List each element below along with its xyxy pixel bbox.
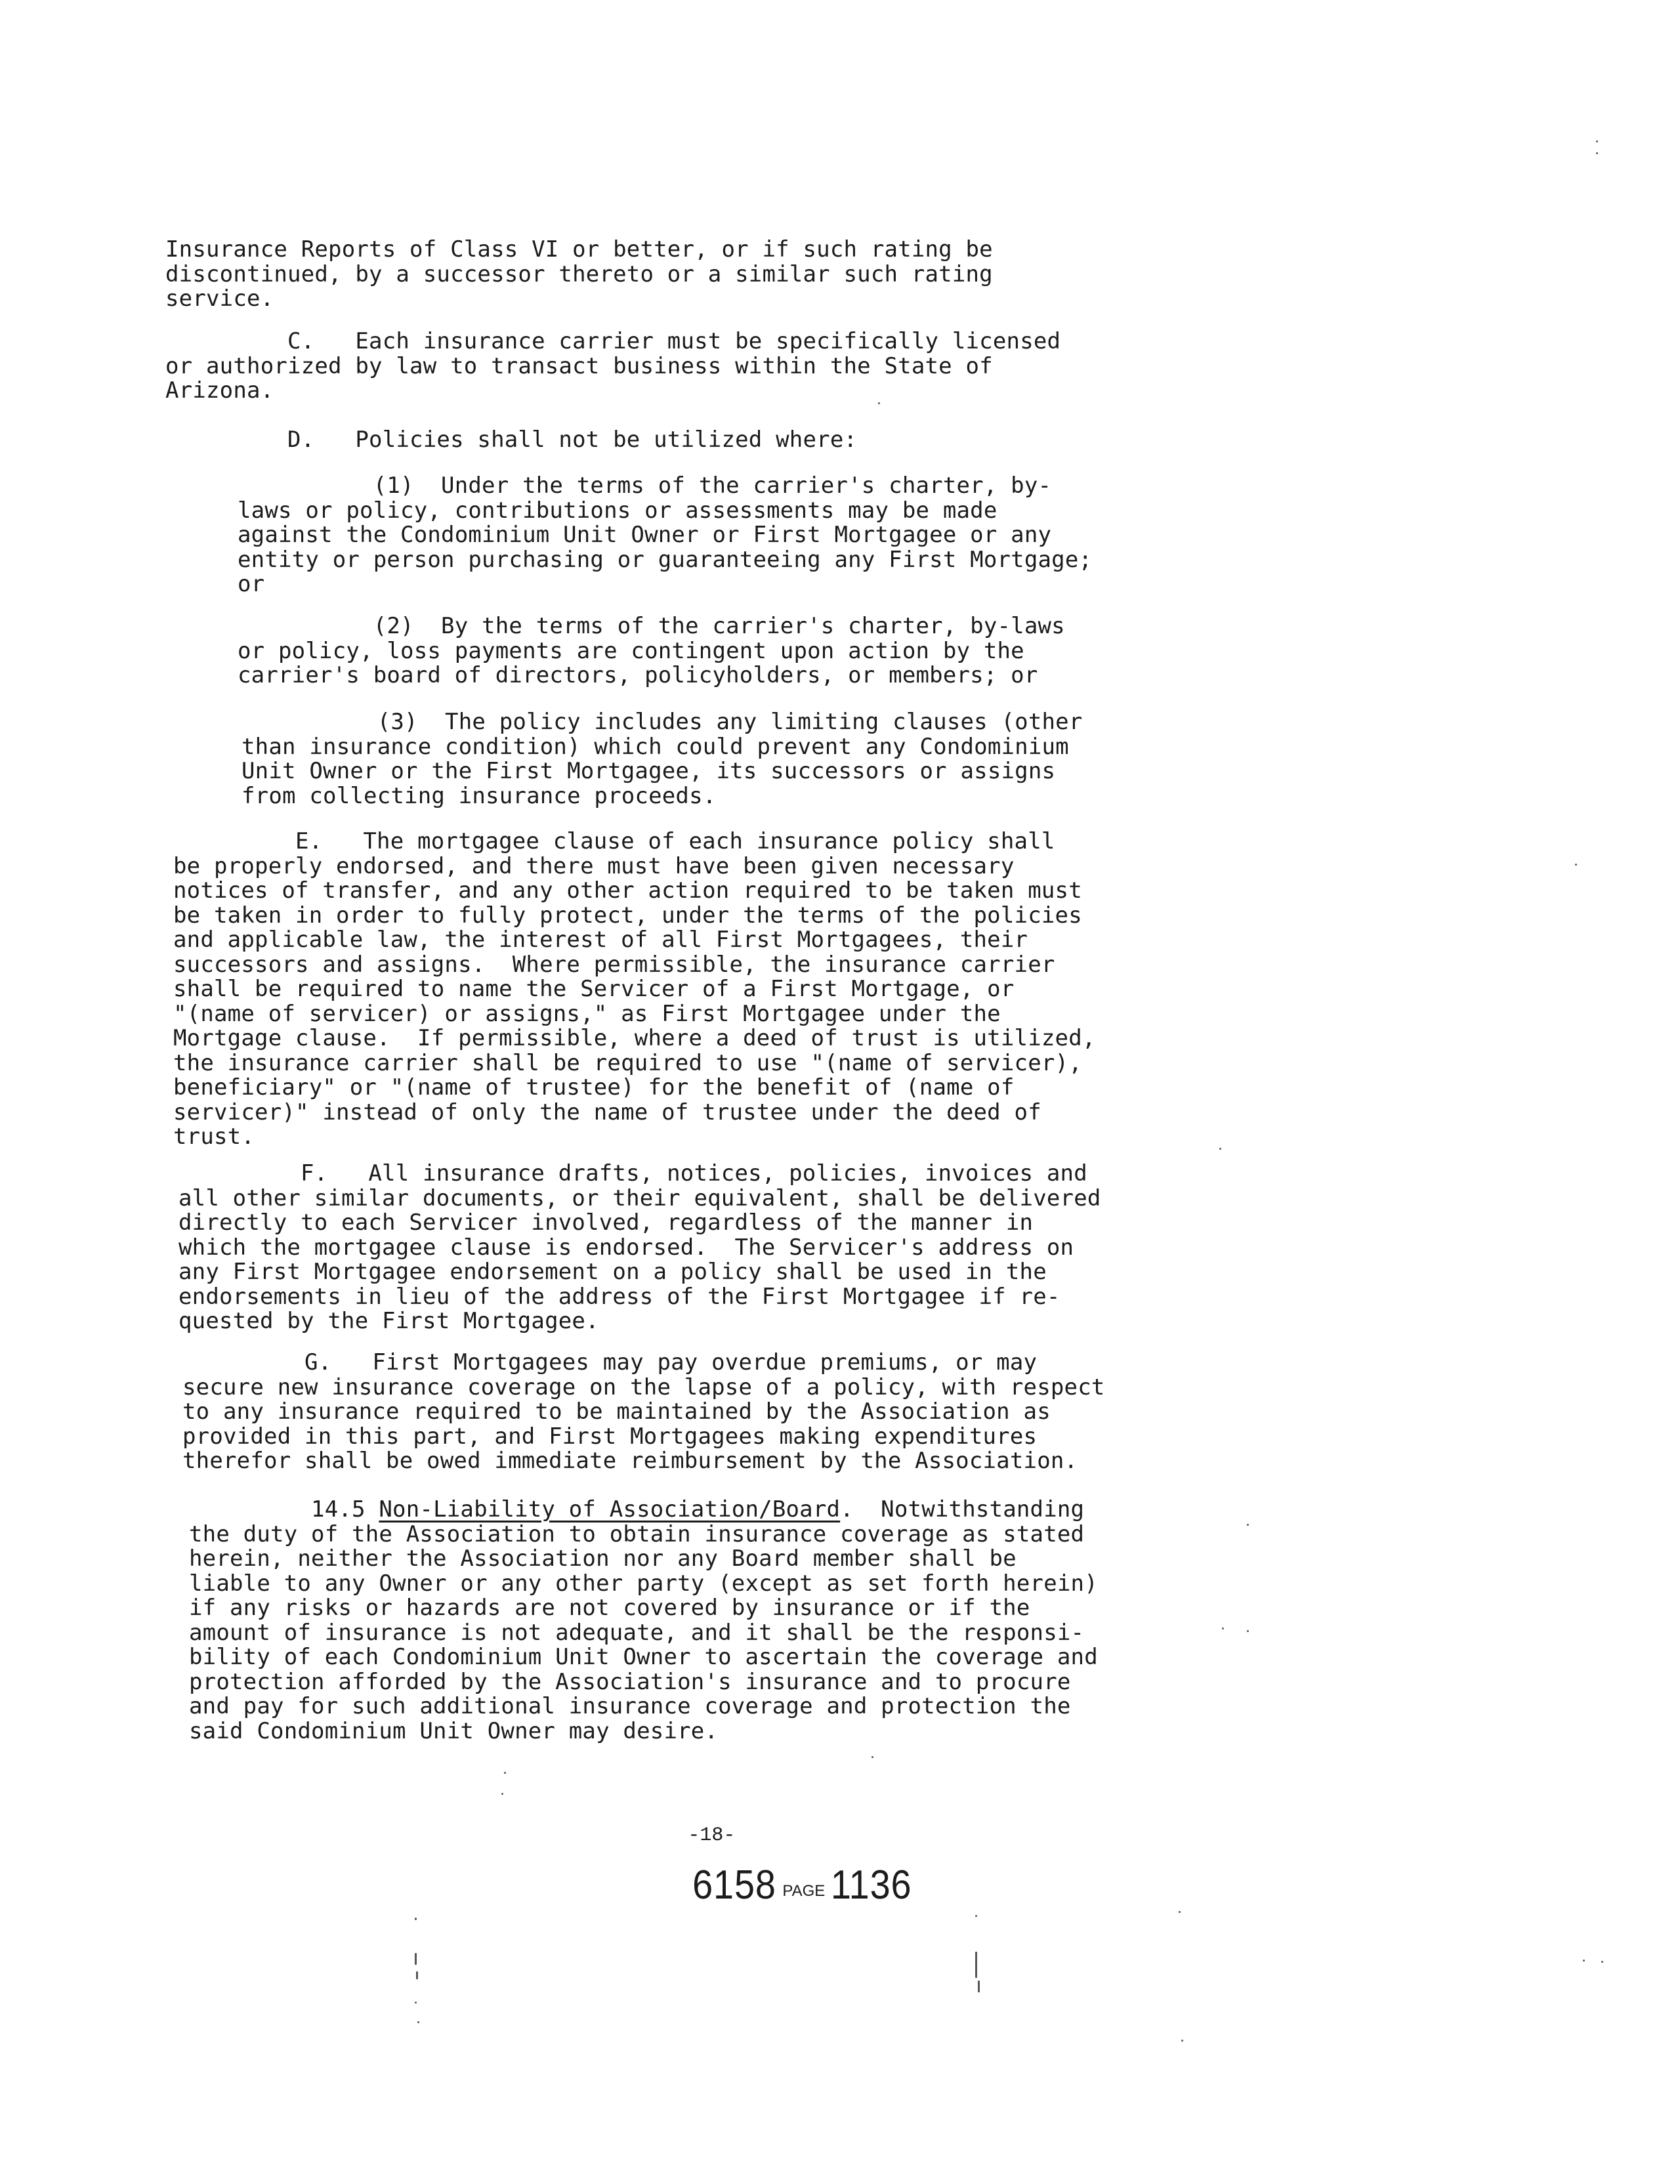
scan-artifact bbox=[878, 402, 880, 404]
paragraph-d-2: (2) By the terms of the carrier's charter, by-laws or policy, loss payments are contingent upon action by the carrier's board of directors, policyholders, or members; or bbox=[238, 613, 1065, 688]
scan-artifact bbox=[501, 1793, 503, 1795]
scan-artifact bbox=[1596, 140, 1598, 142]
paragraph-c: C. Each insurance carrier must be specifically licensed or authorized by law to transact business within the State of Arizona. bbox=[165, 328, 1061, 404]
scan-artifact bbox=[1247, 1524, 1249, 1526]
recording-book-number: 6158 bbox=[692, 1862, 777, 1908]
page-footer bbox=[663, 1813, 917, 1920]
paragraph-d: D. Policies shall not be utilized where: bbox=[165, 427, 858, 453]
scan-artifact bbox=[1583, 1960, 1585, 1962]
scan-artifact bbox=[1596, 152, 1598, 154]
paragraph-intro: Insurance Reports of Class VI or better, or if such rating be discontinued, by a successor thereto or a similar such rating service. bbox=[165, 236, 993, 312]
scan-artifact bbox=[1601, 1961, 1603, 1963]
scan-artifact bbox=[872, 1756, 873, 1758]
scan-artifact bbox=[1222, 1628, 1224, 1629]
scan-artifact bbox=[504, 1772, 506, 1774]
scan-artifact bbox=[1219, 1148, 1221, 1150]
scan-artifact bbox=[1247, 1630, 1249, 1632]
scan-artifact bbox=[1181, 2040, 1183, 2042]
recording-page-label: PAGE bbox=[782, 1882, 826, 1900]
scan-artifact bbox=[415, 2002, 417, 2004]
paragraph-f: F. All insurance drafts, notices, policies, invoices and all other similar documents, or their equivalent, shall be delivered directly to each Servicer involved, regardless of the manner in which the mortgagee clause is endorsed. The Servicer's address on any First Mortgagee endorsement on a policy shall be used in the endorsements in lieu of the address of the First Mortgagee if re- quested by the First Mortgagee. bbox=[178, 1160, 1101, 1334]
section-14-5-heading: Non-Liability of Association/Board bbox=[379, 1496, 841, 1522]
paragraph-g: G. First Mortgagees may pay overdue premiums, or may secure new insurance coverage on the lapse of a policy, with respect to any insurance required to be maintained by the Association as provided in this part, and First Mortgagees making expenditures therefor shall be owed immediate reimbursement by the Association. bbox=[182, 1349, 1105, 1474]
scan-artifact bbox=[1575, 864, 1577, 866]
scan-artifact bbox=[415, 1918, 417, 1920]
scan-artifact bbox=[975, 1952, 977, 1978]
scan-artifact bbox=[975, 1915, 977, 1917]
recording-page-number: 1136 bbox=[831, 1862, 912, 1908]
paragraph-e: E. The mortgagee clause of each insurance policy shall be properly endorsed, and there must have been given necessary notices of transfer, and any other action required to be taken must be taken in order to fully protect, under the terms of the policies and applicable law, the interest of all First Mortgagees, their successors and assigns. Where permissible, the insurance carrier shall be required to name the Servicer of a First Mortgage, or "(name of servicer) or assigns," as First Mortgagee under the Mortgage clause. If permissible, where a deed of trust is utilized, the insurance carrier shall be required to use "(name of servicer), beneficiary" or "(name of trustee) for the benefit of (name of servicer)" instead of only the name of trustee under the deed of trust. bbox=[173, 828, 1096, 1150]
scan-artifact bbox=[978, 1981, 980, 1992]
paragraph-d-3: (3) The policy includes any limiting clauses (other than insurance condition) which could prevent any Condominium Unit Owner or the First Mortgagee, its successors or assigns from collecting insurance proceeds. bbox=[242, 709, 1083, 809]
scan-artifact bbox=[417, 2021, 419, 2023]
page-number: -18- bbox=[688, 1824, 736, 1847]
scan-artifact bbox=[416, 1971, 418, 1979]
section-14-5: 14.5 Non-Liability of Association/Board. Notwithstanding the duty of the Association to obtain insurance coverage as stated herein, neither the Association nor any Board member shall be liable to any Owner or any other party (except as set forth herein) if any risks or hazards are not covered by insurance or if the amount of insurance is not adequate, and it shall be the responsi- bility of each Condominium Unit Owner to ascertain the coverage and protection afforded by the Association's insurance and to procure and pay for such additional insurance coverage and protection the said Condominium Unit Owner may desire. bbox=[189, 1496, 1098, 1744]
scan-artifact bbox=[1179, 1911, 1181, 1913]
scan-artifact bbox=[415, 1953, 417, 1965]
paragraph-d-1: (1) Under the terms of the carrier's charter, by- laws or policy, contributions or assessments may be made against the Condominium Unit Owner or First Mortgagee or any entity or person purchasing or guaranteeing any First Mortgage; or bbox=[238, 472, 1093, 597]
